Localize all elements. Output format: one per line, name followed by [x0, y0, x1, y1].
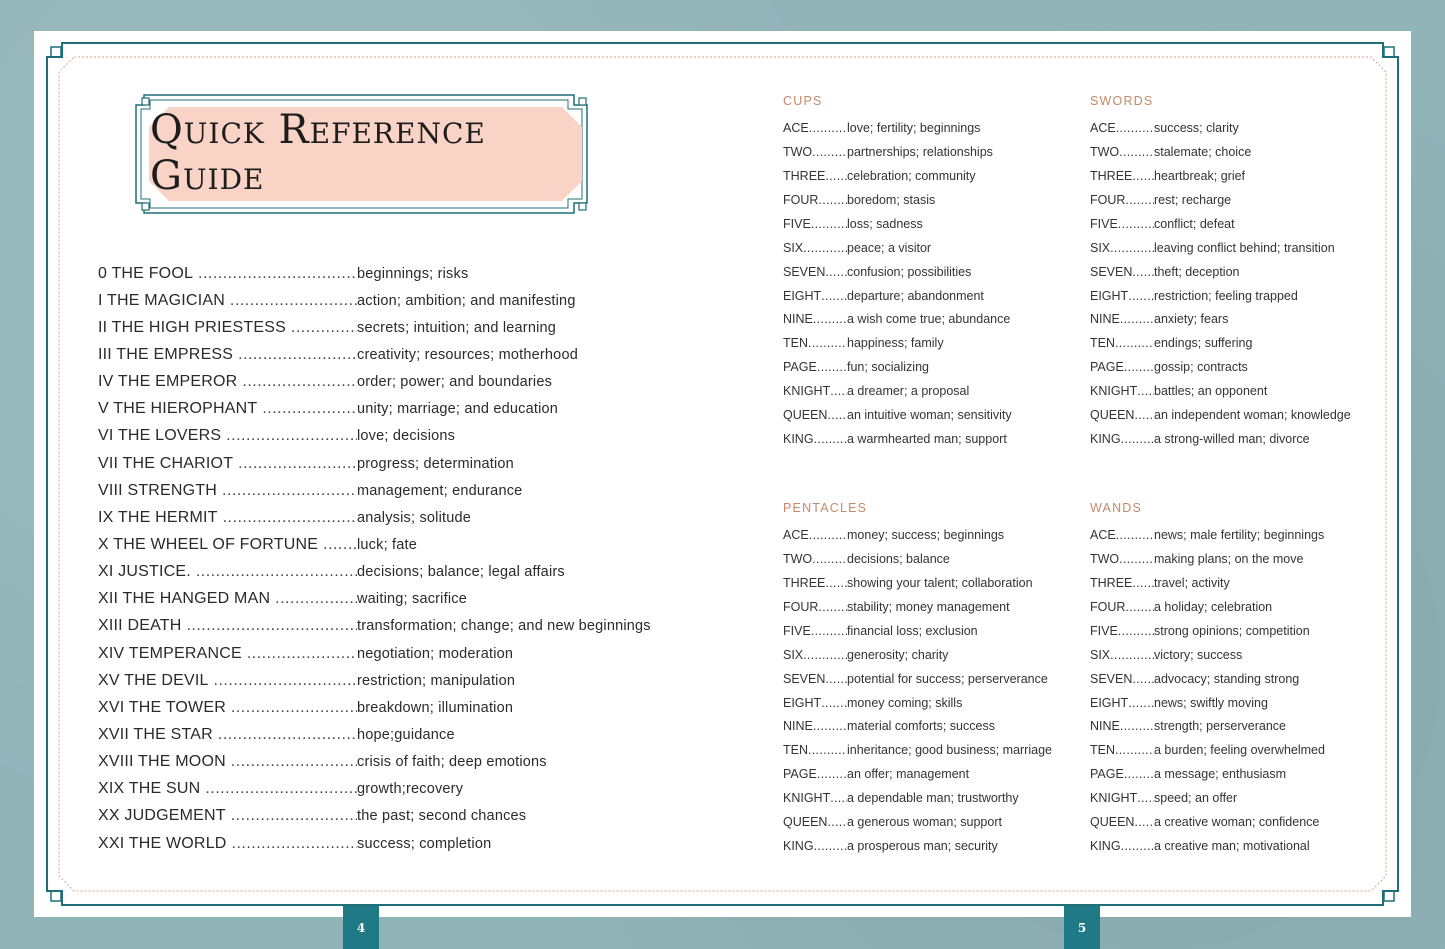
- suit-row: [1090, 786, 1390, 810]
- arcana-row: [98, 477, 698, 504]
- suit-meaning: speed; an offer: [1154, 791, 1238, 806]
- suit-meaning: a dreamer; a proposal: [847, 384, 970, 399]
- suit-rank: EIGHT .....: [783, 696, 847, 710]
- suit-rank: FIVE .....: [783, 624, 847, 638]
- arcana-row: [98, 423, 698, 450]
- arcana-name: XVIII THE MOON .....: [98, 753, 357, 771]
- suit-row: [1090, 308, 1390, 332]
- suit-meaning: a wish come true; abundance: [847, 312, 1011, 327]
- suit-meaning: news; male fertility; beginnings: [1154, 527, 1325, 542]
- arcana-row: [98, 504, 698, 531]
- suit-row: [783, 331, 1083, 355]
- suit-row: [783, 188, 1083, 212]
- suit-meaning: success; clarity: [1154, 120, 1239, 135]
- suit-rank: THREE .....: [1090, 169, 1154, 183]
- suit-cups: [783, 94, 1083, 451]
- suit-rank: SIX .....: [783, 241, 847, 255]
- suit-row: [1090, 523, 1390, 547]
- suit-row: [1090, 667, 1390, 691]
- arcana-meaning: order; power; and boundaries: [357, 374, 553, 391]
- suit-row: [783, 595, 1083, 619]
- arcana-meaning: decisions; balance; legal affairs: [357, 564, 565, 581]
- suit-rank: NINE .....: [783, 312, 847, 326]
- suit-row: [783, 308, 1083, 332]
- suit-meaning: peace; a visitor: [847, 240, 932, 255]
- suit-rank: NINE .....: [1090, 719, 1154, 733]
- arcana-row: [98, 369, 698, 396]
- arcana-row: [98, 694, 698, 721]
- suit-row: [783, 116, 1083, 140]
- suit-meaning: stability; money management: [847, 599, 1010, 614]
- suit-row: [1090, 164, 1390, 188]
- suit-meaning: anxiety; fears: [1154, 312, 1229, 327]
- arcana-meaning: love; decisions: [357, 428, 456, 445]
- arcana-name: XV THE DEVIL .....: [98, 672, 357, 690]
- suit-rank: SEVEN .....: [1090, 265, 1154, 279]
- suit-meaning: celebration; community: [847, 168, 976, 183]
- suit-rank: TWO .....: [1090, 552, 1154, 566]
- suit-meaning: restriction; feeling trapped: [1154, 288, 1298, 303]
- suit-rank: KNIGHT .....: [1090, 384, 1154, 398]
- arcana-meaning: creativity; resources; motherhood: [357, 346, 578, 363]
- suit-row: [1090, 140, 1390, 164]
- suit-rank: KING .....: [1090, 432, 1154, 446]
- suit-row: [1090, 236, 1390, 260]
- suit-rank: KING .....: [783, 839, 847, 853]
- arcana-meaning: waiting; sacrifice: [357, 591, 467, 608]
- suit-meaning: conflict; defeat: [1154, 216, 1235, 231]
- arcana-name: IX THE HERMIT .....: [98, 509, 357, 527]
- suit-meaning: potential for success; perserverance: [847, 671, 1048, 686]
- suit-meaning: money; success; beginnings: [847, 527, 1005, 542]
- arcana-row: [98, 830, 698, 857]
- arcana-row: [98, 749, 698, 776]
- suit-title: CUPS: [783, 94, 823, 108]
- suit-row: [783, 643, 1083, 667]
- suit-row: [1090, 116, 1390, 140]
- arcana-row: [98, 314, 698, 341]
- arcana-row: [98, 640, 698, 667]
- suit-row: [783, 571, 1083, 595]
- suit-row: [783, 236, 1083, 260]
- suit-row: [1090, 188, 1390, 212]
- suit-row: [1090, 571, 1390, 595]
- suit-row: [783, 619, 1083, 643]
- suit-meaning: inheritance; good business; marriage: [847, 743, 1052, 758]
- suit-meaning: strong opinions; competition: [1154, 623, 1310, 638]
- suit-meaning: fun; socializing: [847, 360, 929, 375]
- suit-meaning: making plans; on the move: [1154, 551, 1304, 566]
- suit-row: [1090, 379, 1390, 403]
- arcana-name: XVII THE STAR .....: [98, 726, 357, 744]
- suit-row: [783, 786, 1083, 810]
- suit-rank: ACE .....: [1090, 528, 1154, 542]
- suit-rank: FOUR .....: [783, 600, 847, 614]
- arcana-name: XI JUSTICE. .....: [98, 563, 357, 581]
- suit-row: [1090, 810, 1390, 834]
- suit-rank: QUEEN .....: [783, 815, 847, 829]
- suit-row: [783, 810, 1083, 834]
- suit-meaning: a warmhearted man; support: [847, 432, 1007, 447]
- suit-meaning: happiness; family: [847, 336, 944, 351]
- suit-rank: QUEEN .....: [783, 408, 847, 422]
- arcana-name: VI THE LOVERS .....: [98, 427, 357, 445]
- arcana-meaning: the past; second chances: [357, 808, 527, 825]
- suit-meaning: strength; perserverance: [1154, 719, 1287, 734]
- arcana-row: [98, 559, 698, 586]
- suit-rank: ACE .....: [783, 528, 847, 542]
- arcana-meaning: breakdown; illumination: [357, 699, 514, 716]
- suit-meaning: an independent woman; knowledge: [1154, 408, 1351, 423]
- suit-rank: NINE .....: [783, 719, 847, 733]
- arcana-meaning: analysis; solitude: [357, 509, 472, 526]
- arcana-meaning: transformation; change; and new beginnings: [357, 618, 651, 635]
- suit-swords: [1090, 94, 1390, 451]
- suit-rank: QUEEN .....: [1090, 408, 1154, 422]
- suit-row: [783, 355, 1083, 379]
- suit-row: [1090, 643, 1390, 667]
- suit-rank: EIGHT .....: [1090, 289, 1154, 303]
- suit-rank: KING .....: [783, 432, 847, 446]
- suit-rank: THREE .....: [783, 576, 847, 590]
- suit-pentacles: [783, 501, 1083, 858]
- page-number-right: 5: [1064, 906, 1100, 949]
- suit-rank: TWO .....: [1090, 145, 1154, 159]
- suit-meaning: victory; success: [1154, 647, 1243, 662]
- arcana-name: V THE HIEROPHANT .....: [98, 400, 357, 418]
- arcana-name: III THE EMPRESS .....: [98, 346, 357, 364]
- arcana-meaning: management; endurance: [357, 482, 523, 499]
- arcana-name: II THE HIGH PRIESTESS .....: [98, 319, 357, 337]
- suit-meaning: heartbreak; grief: [1154, 168, 1246, 183]
- arcana-name: XVI THE TOWER .....: [98, 699, 357, 717]
- suit-row: [1090, 595, 1390, 619]
- suit-meaning: a creative man; motivational: [1154, 839, 1310, 854]
- suit-title: SWORDS: [1090, 94, 1154, 108]
- suit-row: [783, 667, 1083, 691]
- suit-meaning: decisions; balance: [847, 551, 950, 566]
- suit-rank: FOUR .....: [1090, 600, 1154, 614]
- suit-row: [783, 715, 1083, 739]
- major-arcana-list: [98, 260, 698, 857]
- suit-meaning: partnerships; relationships: [847, 144, 993, 159]
- arcana-row: [98, 721, 698, 748]
- suit-meaning: rest; recharge: [1154, 192, 1232, 207]
- suit-rank: PAGE .....: [783, 360, 847, 374]
- arcana-row: [98, 341, 698, 368]
- arcana-meaning: crisis of faith; deep emotions: [357, 754, 547, 771]
- arcana-meaning: progress; determination: [357, 455, 514, 472]
- suit-meaning: leaving conflict behind; transition: [1154, 240, 1335, 255]
- suit-rank: THREE .....: [1090, 576, 1154, 590]
- suit-row: [783, 547, 1083, 571]
- arcana-meaning: hope;guidance: [357, 726, 455, 743]
- suit-row: [1090, 355, 1390, 379]
- suit-rank: FOUR .....: [1090, 193, 1154, 207]
- suit-rank: NINE .....: [1090, 312, 1154, 326]
- suit-meaning: financial loss; exclusion: [847, 623, 978, 638]
- suit-meaning: generosity; charity: [847, 647, 949, 662]
- suit-rank: KING .....: [1090, 839, 1154, 853]
- suit-meaning: a message; enthusiasm: [1154, 767, 1287, 782]
- arcana-name: XIII DEATH .....: [98, 617, 357, 635]
- suit-rank: SIX .....: [1090, 648, 1154, 662]
- arcana-meaning: unity; marriage; and education: [357, 401, 559, 418]
- arcana-name: XII THE HANGED MAN .....: [98, 590, 357, 608]
- suit-meaning: an intuitive woman; sensitivity: [847, 408, 1012, 423]
- suit-rank: TEN .....: [1090, 336, 1154, 350]
- arcana-row: [98, 450, 698, 477]
- suit-row: [783, 738, 1083, 762]
- suit-row: [783, 260, 1083, 284]
- suit-rank: KNIGHT .....: [783, 384, 847, 398]
- suit-meaning: stalemate; choice: [1154, 144, 1252, 159]
- suit-meaning: a burden; feeling overwhelmed: [1154, 743, 1325, 758]
- suit-rank: QUEEN .....: [1090, 815, 1154, 829]
- suit-row: [783, 762, 1083, 786]
- page-title: Quick Reference Guide: [150, 107, 486, 199]
- suit-row: [783, 523, 1083, 547]
- suit-rank: THREE .....: [783, 169, 847, 183]
- page-number-left: 4: [343, 906, 379, 949]
- suit-meaning: battles; an opponent: [1154, 384, 1268, 399]
- arcana-meaning: beginnings; risks: [357, 265, 469, 282]
- arcana-meaning: action; ambition; and manifesting: [357, 292, 576, 309]
- suit-meaning: showing your talent; collaboration: [847, 575, 1033, 590]
- suit-meaning: a prosperous man; security: [847, 839, 998, 854]
- suit-meaning: departure; abandonment: [847, 288, 984, 303]
- suit-meaning: a holiday; celebration: [1154, 599, 1273, 614]
- arcana-name: VII THE CHARIOT .....: [98, 455, 357, 473]
- suit-row: [1090, 762, 1390, 786]
- suit-meaning: loss; sadness: [847, 216, 923, 231]
- suit-rank: EIGHT .....: [783, 289, 847, 303]
- suit-rank: PAGE .....: [1090, 360, 1154, 374]
- suit-row: [1090, 619, 1390, 643]
- suit-rank: SEVEN .....: [783, 672, 847, 686]
- suit-row: [1090, 260, 1390, 284]
- suit-meaning: confusion; possibilities: [847, 264, 972, 279]
- arcana-name: 0 THE FOOL .....: [98, 265, 357, 283]
- arcana-row: [98, 667, 698, 694]
- suit-rank: SIX .....: [1090, 241, 1154, 255]
- arcana-name: VIII STRENGTH .....: [98, 482, 357, 500]
- suit-rank: TEN .....: [1090, 743, 1154, 757]
- suit-row: [783, 379, 1083, 403]
- suit-rank: PAGE .....: [1090, 767, 1154, 781]
- suit-row: [1090, 715, 1390, 739]
- suit-wands: [1090, 501, 1390, 858]
- suit-row: [1090, 834, 1390, 858]
- suit-row: [783, 427, 1083, 451]
- suit-rank: SEVEN .....: [783, 265, 847, 279]
- title-plate: [150, 107, 582, 199]
- suit-title: PENTACLES: [783, 501, 868, 515]
- suit-rank: ACE .....: [783, 121, 847, 135]
- suit-meaning: gossip; contracts: [1154, 360, 1248, 375]
- arcana-name: XXI THE WORLD .....: [98, 835, 357, 853]
- arcana-name: X THE WHEEL OF FORTUNE .....: [98, 536, 357, 554]
- suit-meaning: a generous woman; support: [847, 815, 1002, 830]
- arcana-meaning: negotiation; moderation: [357, 645, 514, 662]
- suit-row: [1090, 691, 1390, 715]
- suit-meaning: love; fertility; beginnings: [847, 120, 981, 135]
- suit-rank: TEN .....: [783, 336, 847, 350]
- suit-rank: KNIGHT .....: [783, 791, 847, 805]
- arcana-row: [98, 396, 698, 423]
- suit-meaning: material comforts; success: [847, 719, 995, 734]
- suit-row: [1090, 738, 1390, 762]
- arcana-row: [98, 776, 698, 803]
- arcana-row: [98, 803, 698, 830]
- arcana-name: XIX THE SUN .....: [98, 780, 357, 798]
- suit-rank: PAGE .....: [783, 767, 847, 781]
- suit-rank: SEVEN .....: [1090, 672, 1154, 686]
- suit-meaning: travel; activity: [1154, 575, 1230, 590]
- suit-row: [783, 164, 1083, 188]
- suit-rank: TWO .....: [783, 552, 847, 566]
- arcana-name: XX JUDGEMENT .....: [98, 807, 357, 825]
- suit-meaning: a strong-willed man; divorce: [1154, 432, 1310, 447]
- suit-rank: FIVE .....: [1090, 217, 1154, 231]
- arcana-meaning: luck; fate: [357, 536, 418, 553]
- suit-row: [783, 691, 1083, 715]
- suit-meaning: money coming; skills: [847, 695, 963, 710]
- suit-meaning: endings; suffering: [1154, 336, 1253, 351]
- suit-meaning: advocacy; standing strong: [1154, 671, 1300, 686]
- arcana-row: [98, 287, 698, 314]
- suit-rank: EIGHT .....: [1090, 696, 1154, 710]
- arcana-meaning: success; completion: [357, 835, 492, 852]
- suit-rank: TWO .....: [783, 145, 847, 159]
- suit-meaning: news; swiftly moving: [1154, 695, 1268, 710]
- suit-title: WANDS: [1090, 501, 1143, 515]
- arcana-name: IV THE EMPEROR .....: [98, 373, 357, 391]
- suit-meaning: a dependable man; trustworthy: [847, 791, 1019, 806]
- arcana-row: [98, 613, 698, 640]
- suit-rank: ACE .....: [1090, 121, 1154, 135]
- suit-meaning: boredom; stasis: [847, 192, 936, 207]
- suit-meaning: an offer; management: [847, 767, 970, 782]
- suit-rank: SIX .....: [783, 648, 847, 662]
- suit-row: [1090, 331, 1390, 355]
- suit-row: [1090, 212, 1390, 236]
- suit-rank: KNIGHT .....: [1090, 791, 1154, 805]
- suit-rank: FIVE .....: [1090, 624, 1154, 638]
- suit-rank: FIVE .....: [783, 217, 847, 231]
- suit-row: [1090, 403, 1390, 427]
- suit-meaning: theft; deception: [1154, 264, 1240, 279]
- suit-meaning: a creative woman; confidence: [1154, 815, 1320, 830]
- suit-row: [1090, 547, 1390, 571]
- suit-row: [783, 212, 1083, 236]
- suit-row: [1090, 284, 1390, 308]
- suit-row: [783, 140, 1083, 164]
- arcana-meaning: growth;recovery: [357, 781, 464, 798]
- arcana-row: [98, 531, 698, 558]
- suit-row: [783, 284, 1083, 308]
- suit-row: [783, 834, 1083, 858]
- suit-row: [1090, 427, 1390, 451]
- suit-rank: TEN .....: [783, 743, 847, 757]
- arcana-row: [98, 586, 698, 613]
- arcana-meaning: restriction; manipulation: [357, 672, 516, 689]
- arcana-name: XIV TEMPERANCE .....: [98, 645, 357, 663]
- suit-row: [783, 403, 1083, 427]
- arcana-name: I THE MAGICIAN .....: [98, 292, 357, 310]
- suit-rank: FOUR .....: [783, 193, 847, 207]
- arcana-row: [98, 260, 698, 287]
- arcana-meaning: secrets; intuition; and learning: [357, 319, 557, 336]
